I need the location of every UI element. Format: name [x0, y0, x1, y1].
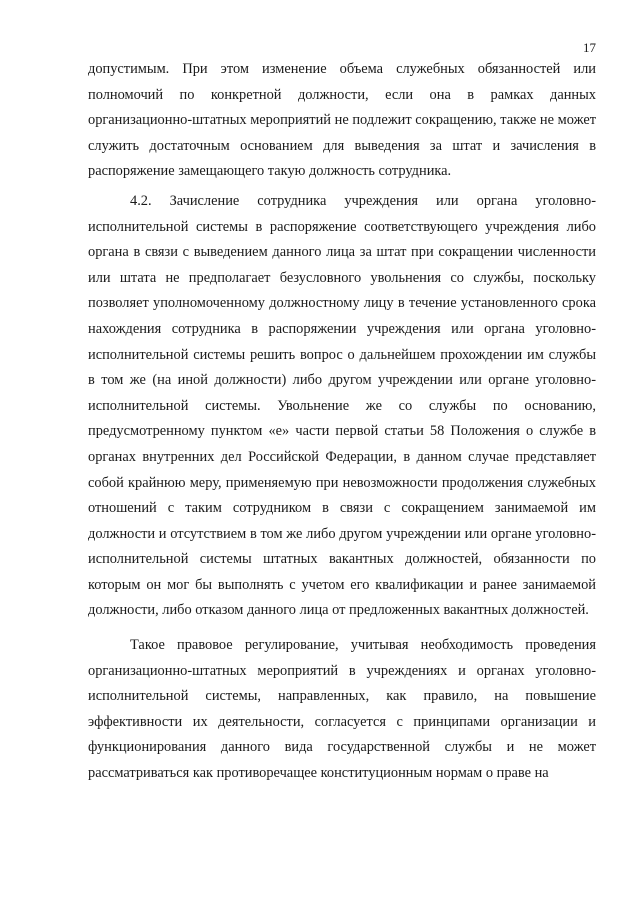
- paragraph-section-4-2: 4.2. Зачисление сотрудника учреждения или органа уголовно-исполнительной системы в распоряжение соответствующего учреждения либо органа в связи с выведением данного лица за штат при сокращении численности или штата не предполагает безусловного увольнения со службы, поскольку позволяет уполномоченному должностному лицу в течение установленного срока нахождения сотрудника в распоряжении учреждения или органа уголовно-исполнительной системы решить вопрос о дальнейшем прохождении им службы в том же (на иной должности) либо другом учреждении или органе уголовно-исполнительной системы. Увольнение же со службы по основанию, предусмотренному пунктом «е» части первой статьи 58 Положения о службе в органах внутренних дел Российской Федерации, в данном случае представляет собой крайнюю меру, применяемую при невозможности продолжения служебных отношений с таким сотрудником в связи с сокращением занимаемой им должности и отсутствием в том же либо другом учреждении или органе уголовно-исполнительной системы штатных вакантных должностей, обязанности по которым он мог бы выполнять с учетом его квалификации и ранее занимаемой должности, либо отказом данного лица от предложенных вакантных должностей.: [88, 192, 596, 619]
- document-body: [88, 57, 596, 787]
- paragraph-continuation: допустимым. При этом изменение объема служебных обязанностей или полномочий по конкретной должности, если она в рамках данных организационно-штатных мероприятий не подлежит сокращению, также не может служить достаточным основанием для выведения за штат и зачисления в распоряжение замещающего такую должность сотрудника.: [88, 61, 596, 180]
- paragraph-legal-regulation: Такое правовое регулирование, учитывая необходимость проведения организационно-штатных мероприятий в учреждениях и органах уголовно-исполнительной системы, направленных, как правило, на повышение эффективности их деятельности, согласуется с принципами организации и функционирования данного вида государственной службы и не может рассматриваться как противоречащее конституционным нормам о праве на: [88, 637, 596, 782]
- page-number: 17: [583, 40, 596, 55]
